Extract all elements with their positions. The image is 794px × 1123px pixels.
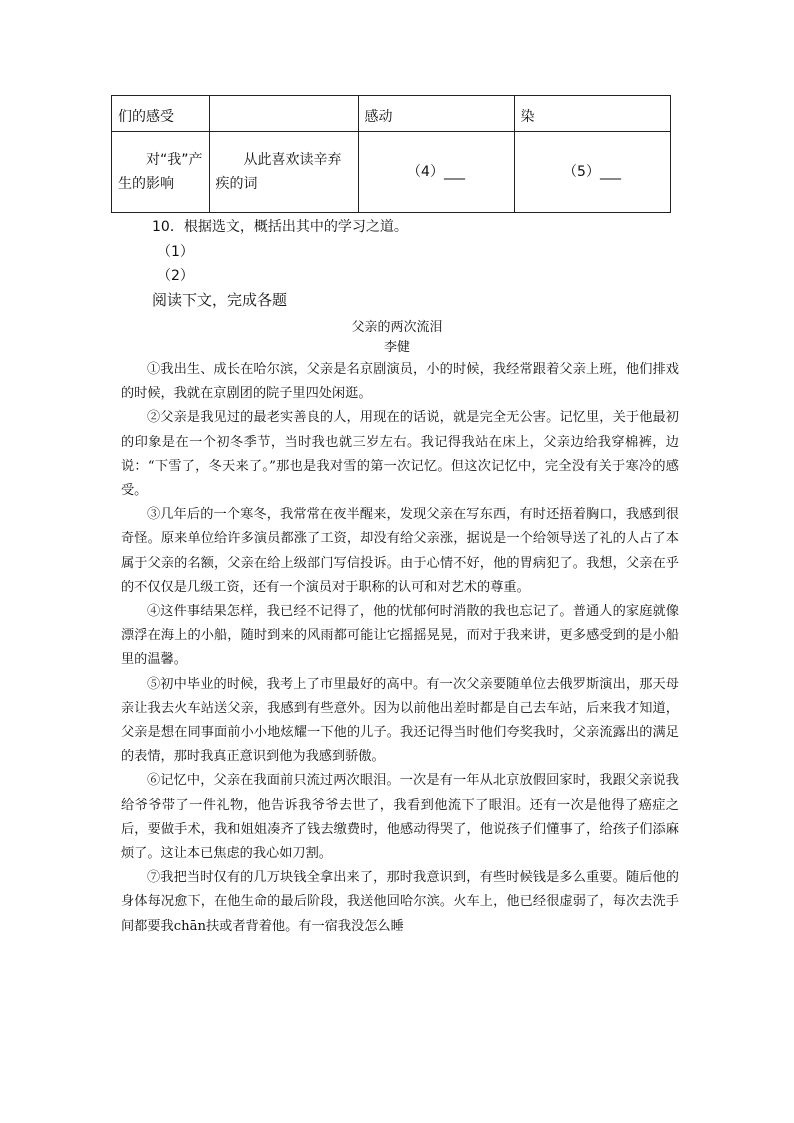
reading-prompt: 阅读下文，完成各题 [152, 291, 288, 309]
paragraph: ③几年后的一个寒冬，我常常在夜半醒来，发现父亲在写东西，有时还捂着胸口，我感到很奇怪。原来单位给许多演员都涨了工资，却没有给父亲涨，据说是一个给领导送了礼的人占了本属于父亲的名额，父亲在给上级部门写信投诉。由于心情不好，他的胃病犯了。我想，父亲在乎的不仅仅是几级工资，还有一个演员对于职称的认可和对艺术的尊重。 [121, 507, 679, 595]
table-cell: 从此喜欢读辛弃疾的词 [209, 132, 358, 213]
article-author: 李健 [383, 340, 410, 355]
answer-blank-5[interactable]: （5）___ [514, 132, 670, 213]
paragraph: ②父亲是我见过的最老实善良的人，用现在的话说，就是完全无公害。记忆里，关于他最初的印象是在一个初冬季节，当时我也就三岁左右。我记得我站在床上，父亲边给我穿棉裤，边说：“下雪了，冬天来了。”那也是我对雪的第一次记忆。但这次记忆中，完全没有关于寒冷的感受。 [121, 410, 679, 499]
paragraph: ⑤初中毕业的时候，我考上了市里最好的高中。有一次父亲要随单位去俄罗斯演出，那天母亲让我去火车站送父亲，我感到有些意外。因为以前他出差时都是自己去车站，后来我才知道，父亲是想在同事面前小小地炫耀一下他的儿子。我还记得当时他们夸奖我时，父亲流露出的满足的表情，那时我真正意识到他为我感到骄傲。 [121, 676, 679, 765]
paragraph: ⑦我把当时仅有的几万块钱全拿出来了，那时我意识到，有些时候钱是多么重要。随后他的身体每况愈下，在他生命的最后阶段，我送他回哈尔滨。火车上，他已经很虚弱了，每次去洗手间都要我chān扶或者背着他。有一宿我没怎么睡 [121, 870, 679, 934]
question-10: 10．根据选文，概括出其中的学习之道。 [152, 219, 408, 235]
table-cell [209, 96, 358, 132]
table-row [112, 96, 671, 132]
answer-item-2: （2） [157, 268, 194, 284]
table-cell: 感动 [358, 96, 514, 132]
table-row [112, 132, 671, 213]
answer-item-1: （1） [157, 244, 194, 260]
paragraph: ④这件事结果怎样，我已经不记得了，他的忧郁何时消散的我也忘记了。普通人的家庭就像漂浮在海上的小船，随时到来的风雨都可能让它摇摇晃晃，而对于我来讲，更多感受到的是小船里的温馨。 [121, 604, 679, 668]
table-cell: 们的感受 [112, 96, 210, 132]
paragraph: ①我出生、成长在哈尔滨，父亲是名京剧演员，小的时候，我经常跟着父亲上班，他们排戏的时候，我就在京剧团的院子里四处闲逛。 [121, 362, 679, 402]
table-cell: 对“我”产生的影响 [112, 132, 210, 213]
answer-blank-4[interactable]: （4）___ [358, 132, 514, 213]
paragraph: ⑥记忆中，父亲在我面前只流过两次眼泪。一次是有一年从北京放假回家时，我跟父亲说我给爷爷带了一件礼物，他告诉我爷爷去世了，我看到他流下了眼泪。还有一次是他得了癌症之后，要做手术，我和姐姐凑齐了钱去缴费时，他感动得哭了，他说孩子们懂事了，给孩子们添麻烦了。这让本已焦虑的我心如刀割。 [121, 773, 679, 862]
article-body [121, 358, 679, 939]
answer-table [111, 95, 671, 213]
table-cell: 染 [514, 96, 670, 132]
article-title: 父亲的两次流泪 [351, 320, 443, 335]
